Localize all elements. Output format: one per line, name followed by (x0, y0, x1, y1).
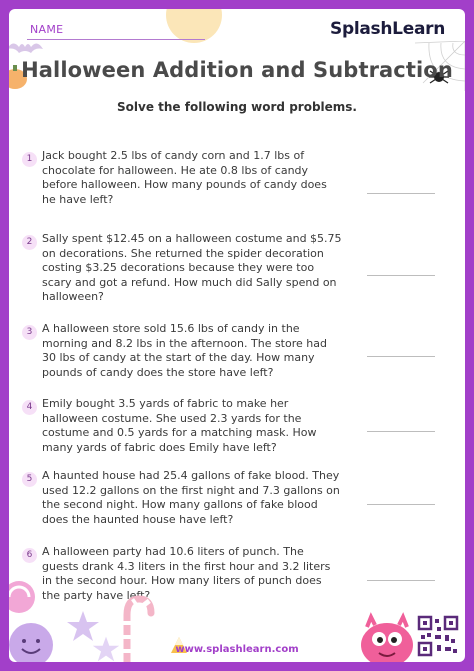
question-text: Emily bought 3.5 yards of fabric to make her halloween costume. She used 2.3 yards for the costume and 0.5 yards for a matching mask. How many yards of fabric does Emily have left? (42, 397, 317, 454)
question-text: A halloween store sold 15.6 lbs of candy in the morning and 8.2 lbs in the afternoon. The store had 30 lbs of candy at the start of the day. How many pounds of candy does the store have left? (42, 322, 327, 379)
brand-logo: SplashLearn (330, 19, 445, 39)
question-text: A haunted house had 25.4 gallons of fake blood. They used 12.2 gallons on the first night and 7.3 gallons on the second night. How many gallons of fake blood does the haunted house have left? (42, 469, 340, 526)
answer-line-1[interactable] (367, 193, 435, 194)
name-line (27, 39, 205, 40)
monster-icon (357, 609, 417, 662)
page-title: Halloween Addition and Subtraction (21, 58, 453, 82)
answer-line-3[interactable] (367, 356, 435, 357)
lollipop-icon (9, 577, 39, 617)
answer-line-4[interactable] (367, 431, 435, 432)
name-label: NAME (30, 23, 64, 36)
answer-line-6[interactable] (367, 580, 435, 581)
footer-url: www.splashlearn.com (175, 644, 299, 655)
question-number: 5 (22, 472, 37, 487)
question-text: A halloween party had 10.6 liters of punch. The guests drank 4.3 liters in the first hour and 3.2 liters in the second hour. How many liters of punch does the party have left? (42, 545, 331, 602)
instructions: Solve the following word problems. (117, 100, 357, 114)
question-number: 3 (22, 325, 37, 340)
question-number: 2 (22, 235, 37, 250)
answer-line-2[interactable] (367, 275, 435, 276)
qr-code (417, 615, 459, 657)
question-number: 1 (22, 152, 37, 167)
answer-line-5[interactable] (367, 504, 435, 505)
worksheet (9, 9, 465, 662)
question-number: 4 (22, 400, 37, 415)
question-text: Sally spent $12.45 on a halloween costume and $5.75 on decorations. She returned the spider decoration costing $3.25 decorations because they were too scary and got a refund. How much did Sally spend on halloween? (42, 232, 342, 304)
question-number: 6 (22, 548, 37, 563)
question-text: Jack bought 2.5 lbs of candy corn and 1.7 lbs of chocolate for halloween. He ate 0.8 lbs of candy before halloween. How many pounds of candy does he have left? (42, 149, 327, 206)
